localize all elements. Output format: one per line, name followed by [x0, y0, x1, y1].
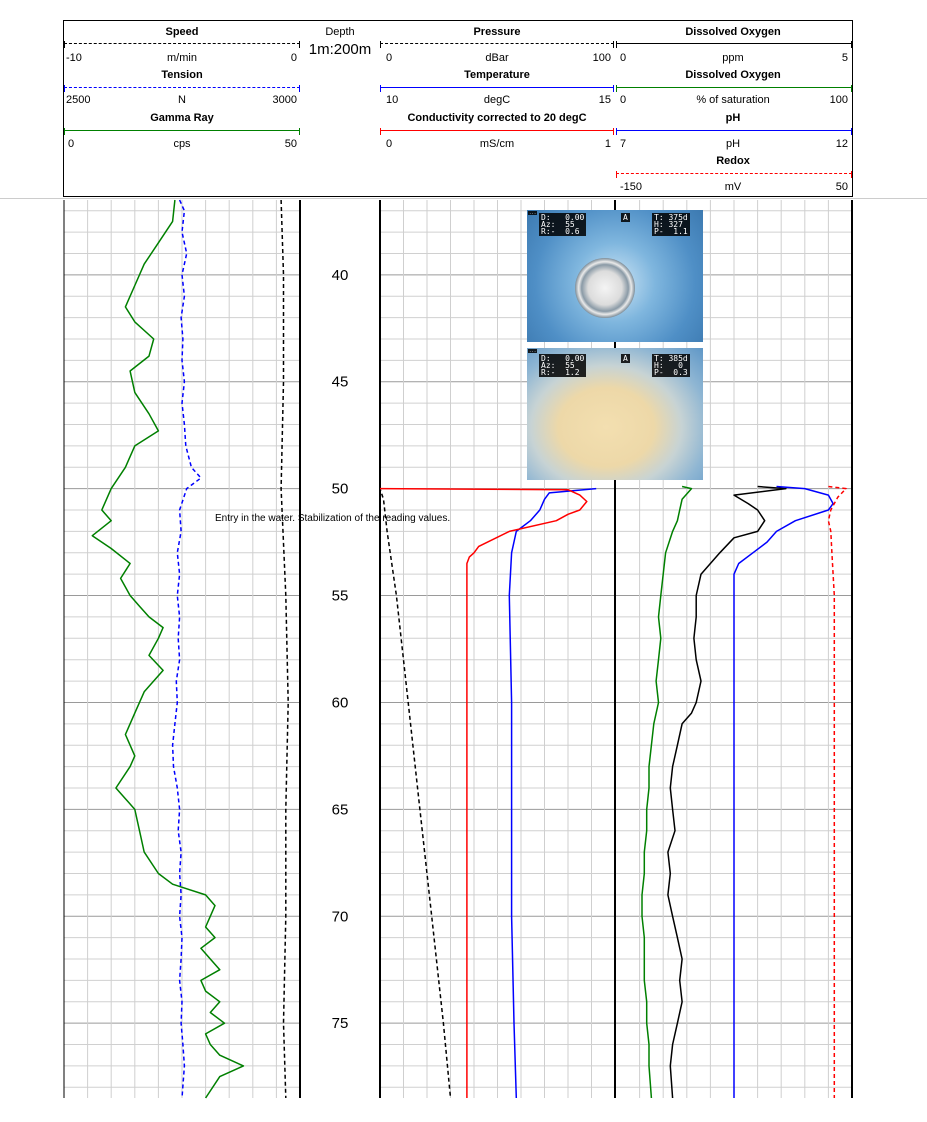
curve-gamma-ray: [92, 200, 243, 1098]
gamma-min: 0: [68, 138, 75, 150]
track1-curve3-name: Gamma Ray: [150, 112, 214, 124]
do-ppm-scale-line: [616, 43, 852, 44]
track2-curve3-name: Conductivity corrected to 20 degC: [407, 112, 587, 124]
ph-scale-line: [616, 130, 852, 131]
tension-unit: N: [178, 94, 186, 106]
depth-tick-label: 65: [331, 801, 349, 819]
gamma-unit: cps: [173, 138, 191, 150]
camera2-osd-left: D: 0.00 Az: 55 R:- 1.2: [541, 354, 585, 377]
curve-dissolved-oxygen: [668, 487, 786, 1099]
speed-min: -10: [66, 52, 82, 64]
do-sat-max: 100: [829, 94, 848, 106]
casing-lens: [575, 258, 635, 318]
pressure-min: 0: [386, 52, 393, 64]
track2-curve1-name: Pressure: [473, 26, 521, 38]
track2-curve2-name: Temperature: [464, 69, 530, 81]
curve-dissolved-oxygen: [642, 487, 692, 1099]
temperature-min: 10: [386, 94, 399, 106]
tension-min: 2500: [66, 94, 91, 106]
gamma-scale-line: [64, 130, 300, 131]
do-ppm-min: 0: [620, 52, 627, 64]
curve-temperature: [509, 489, 596, 1098]
pressure-scale-line: [380, 43, 614, 44]
speed-scale-line: [64, 43, 300, 44]
curve-pressure: [380, 200, 451, 1098]
track3-curve4-name: Redox: [716, 155, 750, 167]
redox-unit: mV: [724, 181, 742, 193]
pressure-max: 100: [592, 52, 611, 64]
do-ppm-max: 5: [841, 52, 848, 64]
tension-max: 3000: [272, 94, 297, 106]
track1-curve1-name: Speed: [165, 26, 199, 38]
camera1-osd-left: D: 0.00 Az: 55 R:- 0.6: [541, 213, 585, 236]
curve-ph: [734, 487, 833, 1099]
depth-title: Depth: [325, 26, 355, 38]
camera2-osd-mid: A: [623, 354, 628, 363]
depth-scale: 1m:200m: [308, 41, 372, 58]
header-separator: [0, 198, 927, 199]
speed-max: 0: [290, 52, 297, 64]
track3-curve3-name: pH: [725, 112, 741, 124]
camera-image-2: [527, 348, 703, 480]
temperature-scale-line: [380, 87, 614, 88]
annotation-entry-water: Entry in the water. Stabilization of the reading values.: [215, 513, 451, 524]
depth-tick-label: 45: [331, 373, 349, 391]
pressure-unit: dBar: [485, 52, 509, 64]
ph-min: 7: [620, 138, 627, 150]
curve-speed: [281, 200, 288, 1098]
do-sat-unit: % of saturation: [696, 94, 770, 106]
do-sat-min: 0: [620, 94, 627, 106]
track3-curve1-name: Dissolved Oxygen: [685, 26, 781, 38]
camera2-tag: ...: [529, 348, 537, 353]
camera1-osd-right: T: 375d H: 327 P- 1.1: [654, 213, 688, 236]
camera1-osd-mid: A: [623, 213, 628, 222]
conductivity-min: 0: [386, 138, 393, 150]
depth-tick-label: 55: [331, 587, 349, 605]
conductivity-max: 1: [604, 138, 611, 150]
curve-tension: [173, 200, 201, 1098]
redox-scale-line: [616, 173, 852, 174]
speed-unit: m/min: [167, 52, 197, 64]
depth-tick-label: 60: [331, 694, 349, 712]
camera-image-1: [527, 210, 703, 342]
temperature-unit: degC: [483, 94, 511, 106]
track1-curve2-name: Tension: [161, 69, 203, 81]
conductivity-scale-line: [380, 130, 614, 131]
track3-curve2-name: Dissolved Oxygen: [685, 69, 781, 81]
depth-tick-label: 75: [331, 1015, 349, 1033]
camera2-osd-right: T: 385d H: 0 P- 0.3: [654, 354, 688, 377]
curve-redox: [828, 487, 846, 1099]
log-header: [0, 0, 927, 200]
curve-conductivity-corrected-to-20-degc: [380, 489, 587, 1098]
ph-max: 12: [835, 138, 848, 150]
camera1-tag: ...: [529, 210, 537, 215]
do-sat-scale-line: [616, 87, 852, 88]
redox-max: 50: [835, 181, 848, 193]
temperature-max: 15: [598, 94, 611, 106]
depth-tick-label: 50: [331, 480, 349, 498]
ph-unit: pH: [725, 138, 741, 150]
depth-tick-label: 70: [331, 908, 349, 926]
do-ppm-unit: ppm: [722, 52, 744, 64]
header-frame: [63, 20, 853, 197]
redox-min: -150: [620, 181, 643, 193]
gamma-max: 50: [284, 138, 297, 150]
conductivity-unit: mS/cm: [479, 138, 515, 150]
tension-scale-line: [64, 87, 300, 88]
depth-tick-label: 40: [331, 266, 349, 284]
